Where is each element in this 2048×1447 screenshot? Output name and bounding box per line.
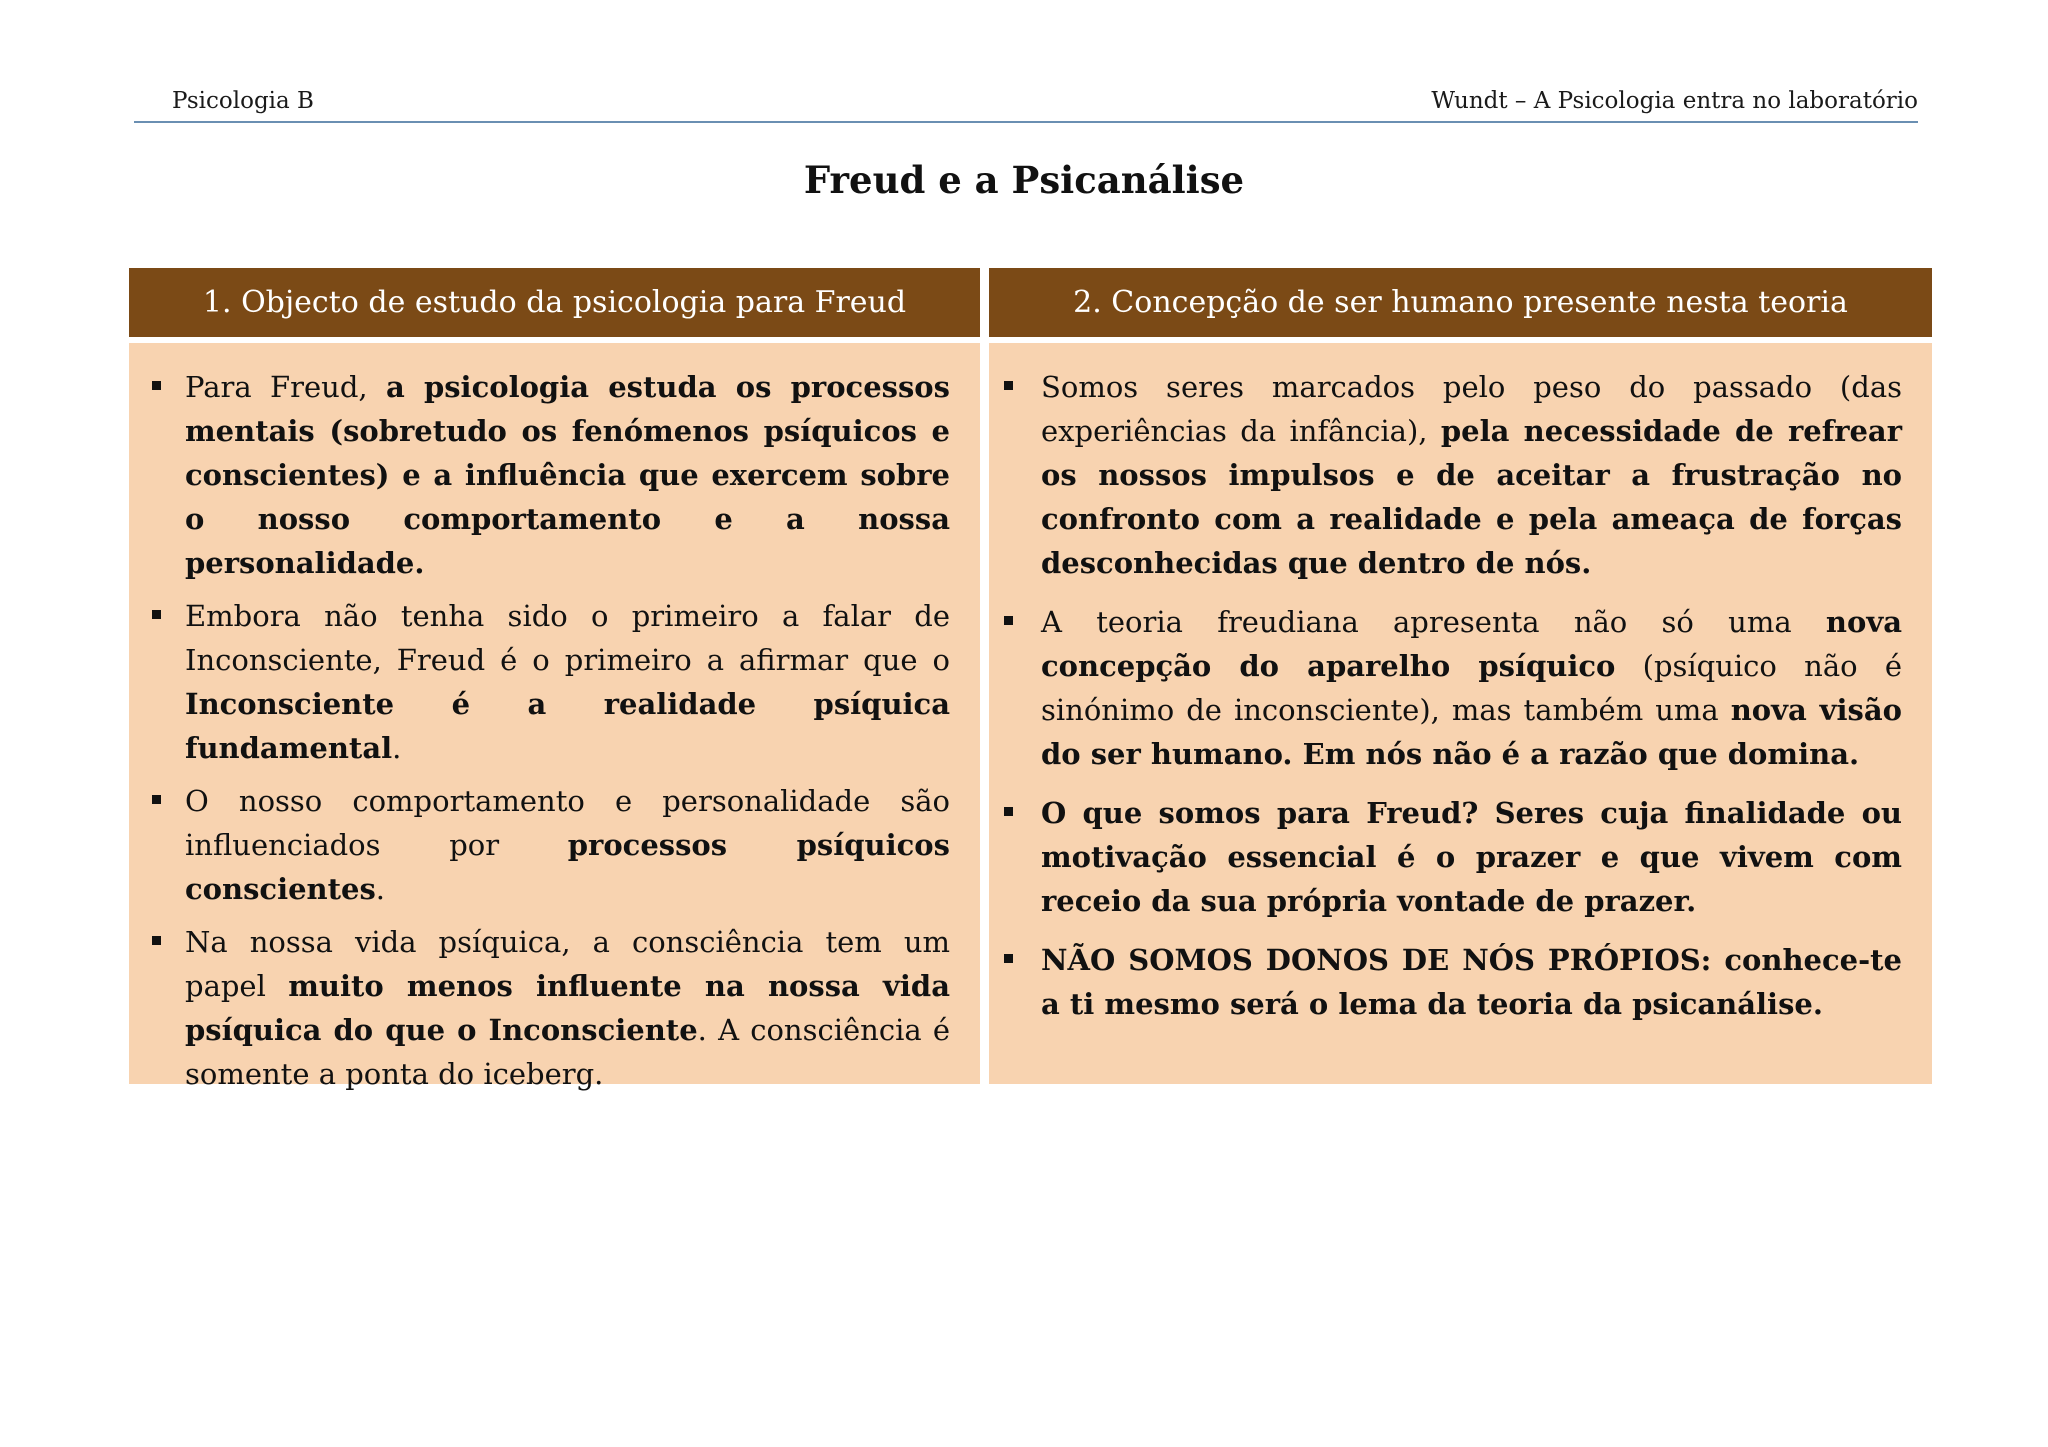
square-bullet-icon [152,936,161,945]
header-chapter: Wundt – A Psicologia entra no laboratório [1431,88,1918,114]
text: A teoria freudiana apresenta não só uma [1041,605,1826,639]
bold-text: nova visão do ser humano. Em nós não é a razão que domina. [1041,693,1902,771]
column-body [129,343,980,1091]
column-conception-of-human [989,268,1932,1084]
square-bullet-icon [152,610,161,619]
text: Para Freud, [185,370,386,404]
text: . [375,872,386,906]
bold-text: nova concepção do aparelho psíquico [1041,605,1902,683]
bullet-list [1001,365,1902,1026]
bold-text: NÃO SOMOS DONOS DE NÓS PRÓPIOS: conhece-te a ti mesmo será o lema da teoria da psicanálise. [1041,943,1902,1021]
bullet-item [149,365,950,585]
square-bullet-icon [152,795,161,804]
bullet-item [149,920,950,1096]
square-bullet-icon [1004,954,1013,963]
bold-text: pela necessidade de refrear os nossos impulsos e de aceitar a frustração no confronto com a realidade e pela ameaça de forças desconhecidas que dentro de nós. [1041,414,1902,580]
column-heading: 1. Objecto de estudo da psicologia para Freud [129,268,980,337]
column-object-of-study [129,268,980,1091]
text: Somos seres marcados pelo peso do passado (das experiências da infância), [1041,370,1902,448]
bold-text: a psicologia estuda os processos mentais (sobretudo os fenómenos psíquicos e conscientes) e a influência que exercem sobre o nosso comportamento e a nossa personalidade. [185,370,950,580]
text: . [392,731,402,765]
bullet-item [1001,600,1902,776]
text: (psíquico não é sinónimo de inconsciente), mas também uma [1041,649,1903,727]
column-body [989,343,1932,1084]
text: Embora não tenha sido o primeiro a falar de Inconsciente, Freud é o primeiro a afirmar que o [185,599,950,677]
bullet-item [1001,365,1902,585]
header-divider [134,121,1918,123]
header-subject: Psicologia B [172,88,314,114]
square-bullet-icon [1004,616,1013,625]
text: O nosso comportamento e personalidade são influenciados por [185,784,950,862]
bold-text: muito menos influente na nossa vida psíquica do que o Inconsciente [185,969,950,1047]
text: . A consciência é somente a ponta do iceberg. [185,1013,950,1091]
page-title: Freud e a Psicanálise [803,158,1245,202]
bullet-list [149,365,950,1096]
text: Na nossa vida psíquica, a consciência tem um papel [185,925,950,1003]
square-bullet-icon [1004,807,1013,816]
bullet-item [149,594,950,770]
square-bullet-icon [152,381,161,390]
bullet-item [1001,938,1902,1026]
square-bullet-icon [1004,381,1013,390]
bold-text: Inconsciente é a realidade psíquica fundamental [185,687,950,765]
column-heading: 2. Concepção de ser humano presente nesta teoria [989,268,1932,337]
bold-text: O que somos para Freud? Seres cuja finalidade ou motivação essencial é o prazer e que vivem com receio da sua própria vontade de prazer. [1041,796,1902,918]
bullet-item [149,779,950,911]
bullet-item [1001,791,1902,923]
bold-text: processos psíquicos conscientes [185,828,950,906]
